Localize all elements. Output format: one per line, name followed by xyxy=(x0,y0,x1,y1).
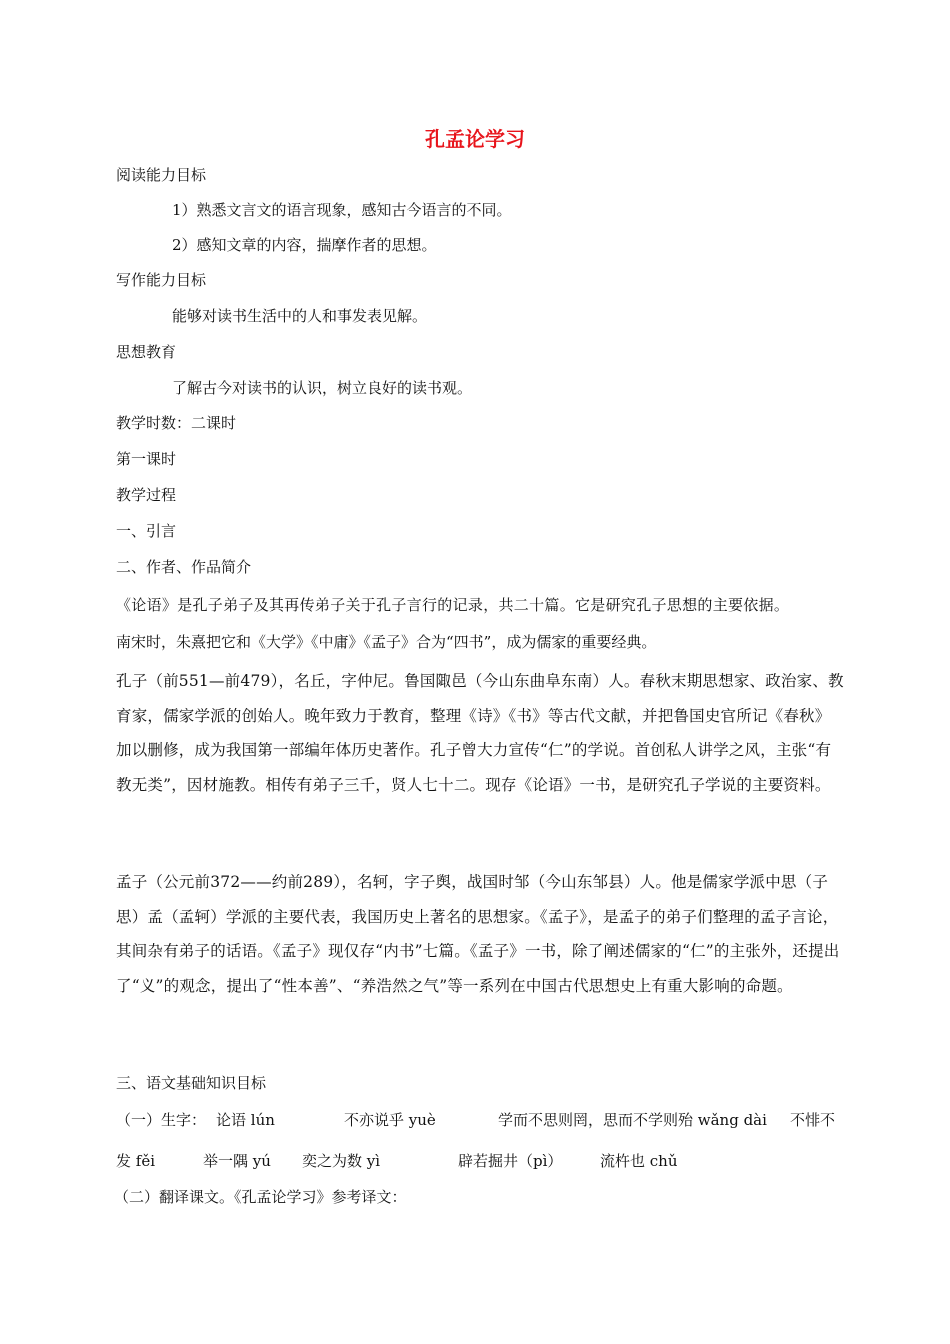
vocab-item: 发 fěi xyxy=(116,1152,155,1170)
lunyu-intro-line-2: 南宋时，朱熹把它和《大学》《中庸》《孟子》合为“四书”，成为儒家的重要经典。 xyxy=(116,633,657,651)
translation-heading: （二）翻译课文。《孔孟论学习》参考译文： xyxy=(114,1188,407,1206)
page-title: 孔孟论学习 xyxy=(425,127,525,151)
vocab-item: 辟若掘井（pì） xyxy=(458,1152,563,1170)
section-introduction: 一、引言 xyxy=(116,522,177,540)
kongzi-paragraph: 孔子（前551—前479），名丘，字仲尼。鲁国陬邑（今山东曲阜东南）人。春秋末期思想家、政治家、教育家，儒家学派的创始人。晚年致力于教育，整理《诗》《书》等古代文献，并把鲁国史官所记《春秋》加以删修，成为我国第一部编年体历史著作。孔子曾大力宣传“仁”的学说。首创私人讲学之风，主张“有教无类”，因材施教。相传有弟子三千，贤人七十二。现存《论语》一书，是研究孔子学说的主要资料。 xyxy=(116,672,844,794)
vocab-item: 不悱不 xyxy=(790,1111,836,1129)
section-author-intro: 二、作者、作品简介 xyxy=(116,558,252,576)
section-language-basics: 三、语文基础知识目标 xyxy=(116,1074,267,1092)
vocab-label: （一）生字： xyxy=(116,1111,207,1129)
vocab-item: 不亦说乎 yuè xyxy=(344,1111,436,1129)
teaching-process: 教学过程 xyxy=(116,486,177,504)
vocab-item: 举一隅 yú xyxy=(203,1152,271,1170)
writing-goal-item-1: 能够对读书生活中的人和事发表见解。 xyxy=(172,307,428,325)
heading-reading-goal: 阅读能力目标 xyxy=(116,166,207,184)
thought-education-item-1: 了解古今对读书的认识，树立良好的读书观。 xyxy=(172,379,473,397)
reading-goal-item-2: 2）感知文章的内容，揣摩作者的思想。 xyxy=(172,236,437,254)
mengzi-paragraph: 孟子（公元前372——约前289），名轲，字子舆，战国时邹（今山东邹县）人。他是儒家学派中思（子思）孟（孟轲）学派的主要代表，我国历史上著名的思想家。《孟子》，是孟子的弟子们整理的孟子言论，其间杂有弟子的话语。《孟子》现仅存“内书”七篇。《孟子》一书，除了阐述儒家的“仁”的主张外，还提出了“义”的观念，提出了“性本善”、“养浩然之气”等一系列在中国古代思想史上有重大影响的命题。 xyxy=(116,873,840,995)
heading-writing-goal: 写作能力目标 xyxy=(116,271,207,289)
vocab-row-2 xyxy=(116,1151,846,1171)
vocab-item: 学而不思则罔，思而不学则殆 wǎng dài xyxy=(498,1111,767,1129)
teaching-hours: 教学时数：二课时 xyxy=(116,414,237,432)
heading-thought-education: 思想教育 xyxy=(116,343,177,361)
vocab-item: 流杵也 chǔ xyxy=(600,1152,678,1170)
vocab-row-1 xyxy=(116,1110,846,1130)
first-lesson: 第一课时 xyxy=(116,450,177,468)
vocab-item: 论语 lún xyxy=(216,1111,275,1129)
reading-goal-item-1: 1）熟悉文言文的语言现象，感知古今语言的不同。 xyxy=(172,201,512,219)
vocab-item: 奕之为数 yì xyxy=(302,1152,381,1170)
lunyu-intro-line-1: 《论语》是孔子弟子及其再传弟子关于孔子言行的记录，共二十篇。它是研究孔子思想的主要依据。 xyxy=(116,596,790,614)
